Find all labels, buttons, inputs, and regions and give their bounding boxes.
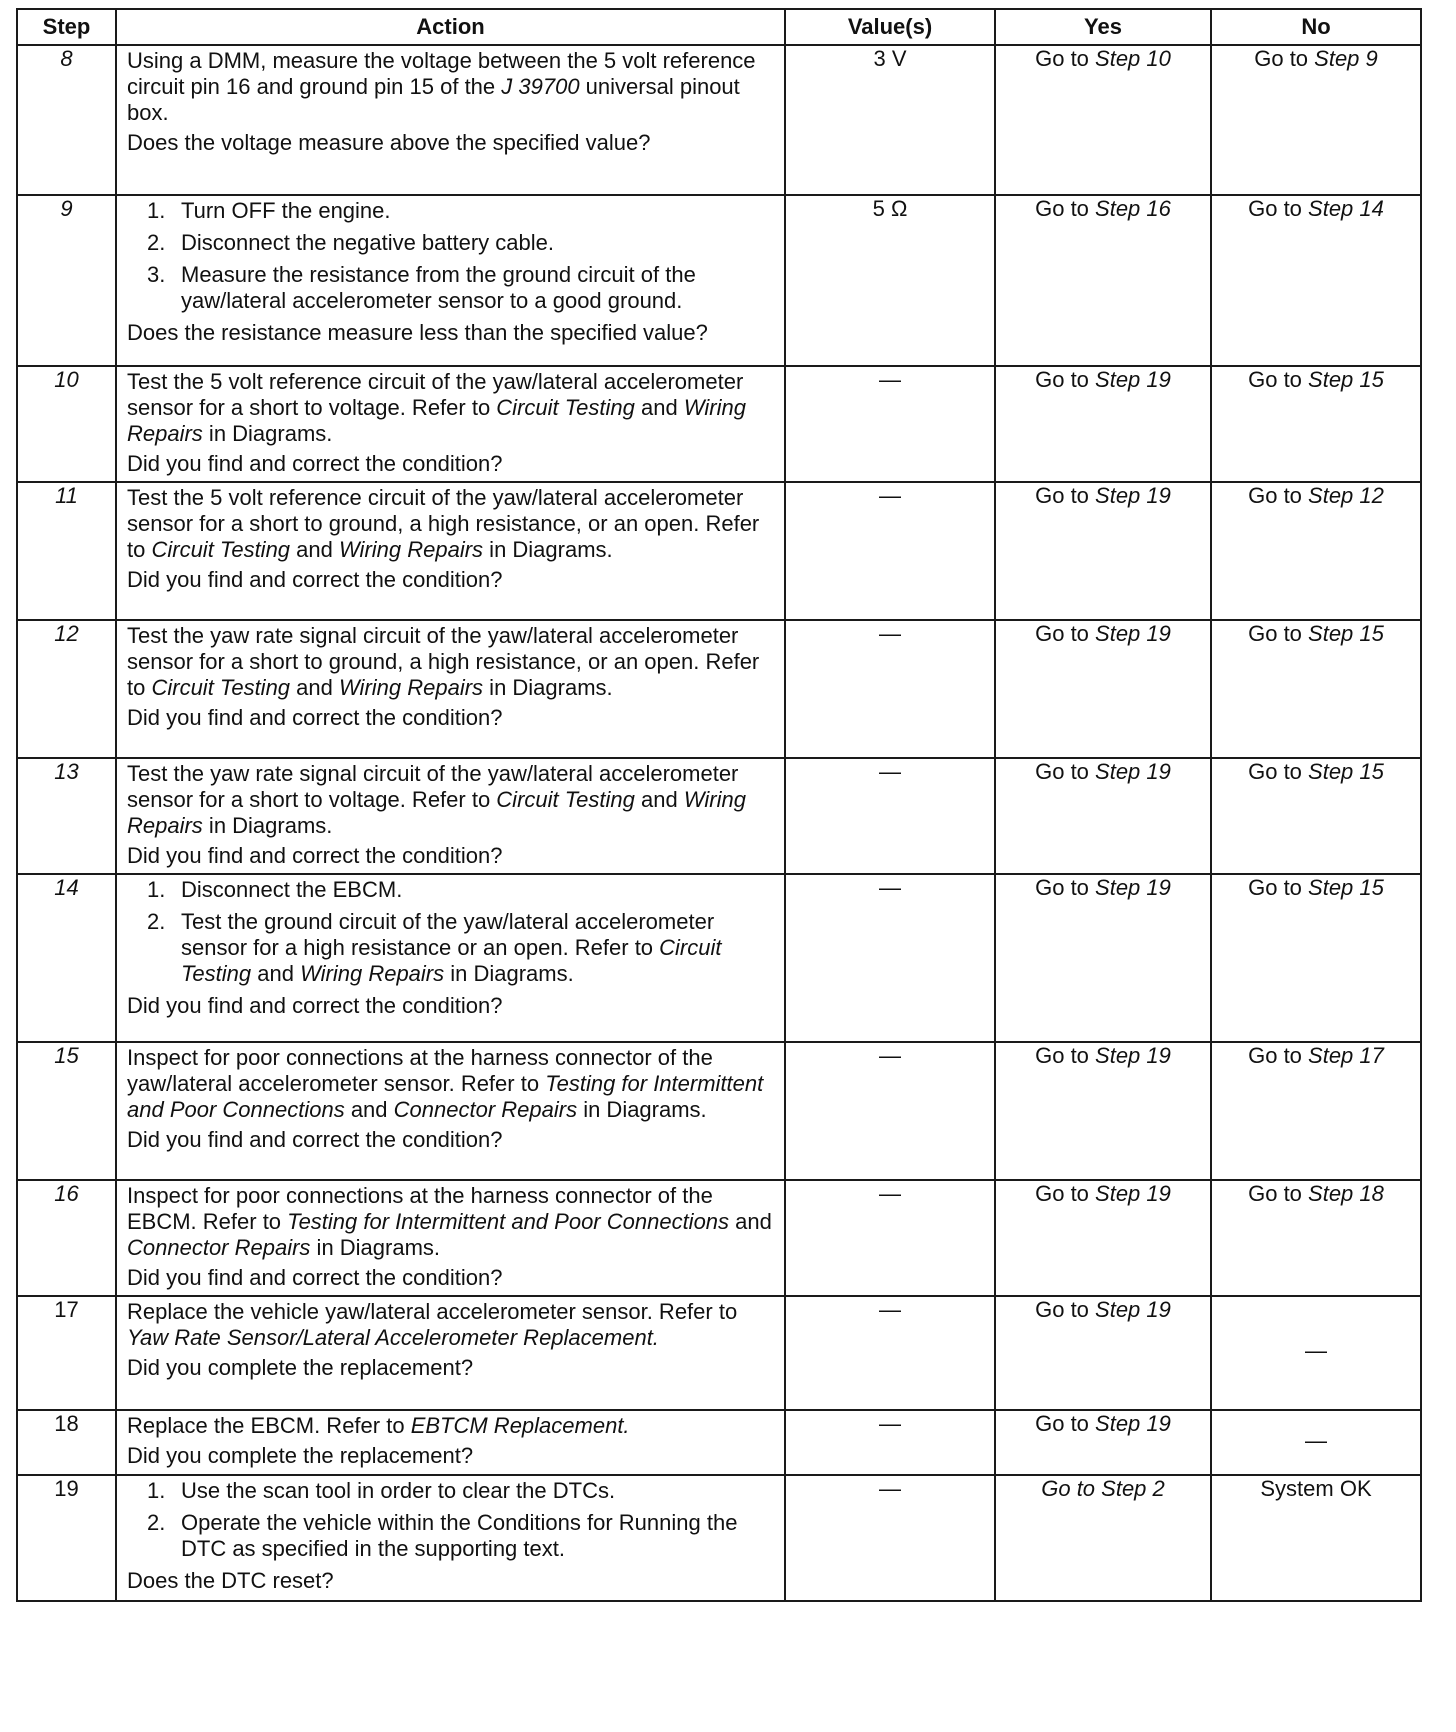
step-index: 1. — [147, 1478, 166, 1503]
no-goto: Go to Step 15 — [1248, 875, 1384, 900]
action-text: Using a DMM, measure the voltage between the 5 volt reference circuit pin 16 and ground pin 15 of the J 39700 universal pinout box. — [127, 48, 756, 125]
goto-step: Step 15 — [1308, 367, 1384, 392]
header-yes: Yes — [995, 9, 1211, 45]
goto-step: Step 18 — [1308, 1181, 1384, 1206]
step-number: 17 — [17, 1296, 116, 1410]
action-step: 1. Use the scan tool in order to clear the DTCs. — [147, 1478, 616, 1503]
value-cell: 5 Ω — [785, 195, 995, 366]
action-content — [117, 483, 784, 597]
value-cell: — — [785, 1410, 995, 1475]
value-cell: — — [785, 1042, 995, 1180]
table-row — [17, 482, 1421, 620]
action-content — [117, 367, 784, 481]
action-question: Does the voltage measure above the specified value? — [127, 130, 651, 155]
action-cell — [116, 1296, 785, 1410]
step-number: 10 — [17, 366, 116, 482]
yes-cell — [995, 1042, 1211, 1180]
goto-step: Step 16 — [1095, 196, 1171, 221]
action-cell — [116, 1042, 785, 1180]
step-number: 12 — [17, 620, 116, 758]
action-step: 3. Measure the resistance from the ground circuit of the yaw/lateral accelerometer sensor to a good ground. — [147, 262, 696, 313]
step-number: 16 — [17, 1180, 116, 1296]
italic-ref: Testing for Intermittent and Poor Connections — [127, 1071, 764, 1122]
italic-ref: Circuit Testing — [496, 787, 635, 812]
yes-goto: Go to Step 19 — [1035, 1411, 1171, 1436]
action-content — [117, 46, 784, 160]
goto-step: Step 19 — [1095, 1043, 1171, 1068]
goto-step: Step 19 — [1095, 621, 1171, 646]
diagnostic-page — [16, 8, 1420, 1602]
action-text: Test the yaw rate signal circuit of the yaw/lateral accelerometer sensor for a short to ground, a high resistance, or an open. Refer to Circuit Testing and Wiring Repairs in Diagrams. — [127, 623, 760, 700]
italic-ref: Wiring Repairs — [338, 675, 484, 700]
action-content — [117, 621, 784, 735]
action-step: 1. Disconnect the EBCM. — [147, 877, 403, 902]
no-cell — [1211, 1180, 1421, 1296]
header-action: Action — [116, 9, 785, 45]
no-cell — [1211, 366, 1421, 482]
goto-step: Step 10 — [1095, 46, 1171, 71]
yes-goto: Go to Step 19 — [1035, 621, 1171, 646]
action-question: Did you complete the replacement? — [127, 1443, 474, 1468]
goto-step: Step 19 — [1095, 1411, 1171, 1436]
step-index: 2. — [147, 909, 166, 934]
yes-goto: Go to Step 19 — [1035, 1043, 1171, 1068]
no-goto: — — [1305, 1427, 1327, 1453]
italic-ref: Circuit Testing — [181, 935, 722, 986]
step-number: 9 — [17, 195, 116, 366]
yes-cell — [995, 1180, 1211, 1296]
italic-ref: Circuit Testing — [151, 537, 291, 562]
value-cell: — — [785, 1180, 995, 1296]
no-goto: Go to Step 15 — [1248, 759, 1384, 784]
action-question: Did you find and correct the condition? — [127, 1265, 503, 1290]
table-row — [17, 195, 1421, 366]
action-question: Did you find and correct the condition? — [127, 1127, 503, 1152]
yes-goto: Go to Step 19 — [1035, 875, 1171, 900]
table-row — [17, 1475, 1421, 1601]
value-cell: — — [785, 366, 995, 482]
yes-goto: Go to Step 16 — [1035, 196, 1171, 221]
value-cell: 3 V — [785, 45, 995, 195]
step-number: 11 — [17, 482, 116, 620]
step-number: 18 — [17, 1410, 116, 1475]
table-row — [17, 1180, 1421, 1296]
yes-cell — [995, 1475, 1211, 1601]
no-cell — [1211, 1475, 1421, 1601]
italic-ref: Circuit Testing — [151, 675, 291, 700]
diagnostic-table — [16, 8, 1422, 1602]
goto-step: Step 15 — [1308, 621, 1384, 646]
yes-cell — [995, 195, 1211, 366]
action-question: Does the resistance measure less than the specified value? — [127, 320, 708, 345]
table-row — [17, 1042, 1421, 1180]
step-number: 13 — [17, 758, 116, 874]
value-cell: — — [785, 1475, 995, 1601]
goto-step: Step 15 — [1308, 759, 1384, 784]
yes-cell — [995, 620, 1211, 758]
action-content — [117, 1043, 784, 1157]
action-text: Replace the EBCM. Refer to EBTCM Replacement. — [127, 1413, 630, 1438]
no-goto: System OK — [1260, 1476, 1372, 1501]
italic-ref: Connector Repairs — [127, 1235, 311, 1260]
action-step: 2. Test the ground circuit of the yaw/lateral accelerometer sensor for a high resistance or an open. Refer to Circuit Testing and Wiring Repairs in Diagrams. — [147, 909, 722, 986]
action-content — [117, 1181, 784, 1295]
action-cell — [116, 1475, 785, 1601]
table-row — [17, 366, 1421, 482]
action-step: 2. Operate the vehicle within the Conditions for Running the DTC as specified in the supporting text. — [147, 1510, 738, 1561]
goto-step: Step 15 — [1308, 875, 1384, 900]
action-content — [117, 1411, 784, 1473]
header-row — [17, 9, 1421, 45]
no-goto: Go to Step 15 — [1248, 621, 1384, 646]
step-number: 8 — [17, 45, 116, 195]
action-cell — [116, 1410, 785, 1475]
goto-step: Step 19 — [1095, 759, 1171, 784]
table-body — [17, 45, 1421, 1601]
italic-ref: Circuit Testing — [496, 395, 635, 420]
header-step: Step — [17, 9, 116, 45]
step-number: 14 — [17, 874, 116, 1042]
no-goto: Go to Step 14 — [1248, 196, 1384, 221]
yes-goto: Go to Step 19 — [1035, 759, 1171, 784]
action-question: Does the DTC reset? — [127, 1568, 334, 1593]
goto-step: Step 19 — [1095, 367, 1171, 392]
action-content — [117, 1297, 784, 1385]
no-cell — [1211, 482, 1421, 620]
italic-ref: Wiring Repairs — [338, 537, 484, 562]
action-step: 1. Turn OFF the engine. — [147, 198, 391, 223]
step-index: 1. — [147, 877, 166, 902]
goto-step: Step 9 — [1314, 46, 1378, 71]
no-cell — [1211, 1410, 1421, 1475]
no-cell — [1211, 1042, 1421, 1180]
italic-ref: Wiring Repairs — [127, 787, 746, 838]
action-cell — [116, 366, 785, 482]
no-cell — [1211, 620, 1421, 758]
italic-ref: Testing for Intermittent and Poor Connections — [287, 1209, 730, 1234]
action-question: Did you find and correct the condition? — [127, 993, 503, 1018]
no-cell — [1211, 45, 1421, 195]
step-number: 15 — [17, 1042, 116, 1180]
value-cell: — — [785, 620, 995, 758]
action-steps — [127, 877, 774, 987]
yes-goto — [1041, 1476, 1165, 1506]
action-text: Inspect for poor connections at the harness connector of the EBCM. Refer to Testing for Intermittent and Poor Connections and Connector Repairs in Diagrams. — [127, 1183, 772, 1260]
goto-step: Step 19 — [1095, 1297, 1171, 1322]
step-index: 3. — [147, 262, 166, 287]
step-index: 1. — [147, 198, 166, 223]
action-cell — [116, 758, 785, 874]
yes-cell — [995, 1296, 1211, 1410]
step-index: 2. — [147, 1510, 166, 1535]
goto-step: Step 19 — [1095, 1181, 1171, 1206]
action-content — [117, 875, 784, 1023]
yes-goto: Go to Step 19 — [1035, 367, 1171, 392]
action-steps — [127, 1478, 774, 1562]
no-cell — [1211, 874, 1421, 1042]
yes-goto: Go to Step 10 — [1035, 46, 1171, 71]
action-steps — [127, 198, 774, 314]
action-question: Did you find and correct the condition? — [127, 705, 503, 730]
value-cell: — — [785, 482, 995, 620]
action-content — [117, 1476, 784, 1598]
goto-step: Step 2 — [1101, 1476, 1165, 1501]
value-cell: — — [785, 758, 995, 874]
action-text: Replace the vehicle yaw/lateral accelerometer sensor. Refer to Yaw Rate Sensor/Lateral Accelerometer Replacement. — [127, 1299, 738, 1350]
table-row — [17, 1410, 1421, 1475]
action-text: Test the yaw rate signal circuit of the yaw/lateral accelerometer sensor for a short to voltage. Refer to Circuit Testing and Wiring Repairs in Diagrams. — [127, 761, 746, 838]
no-cell — [1211, 1296, 1421, 1410]
yes-cell — [995, 758, 1211, 874]
table-row — [17, 758, 1421, 874]
action-cell — [116, 482, 785, 620]
yes-cell — [995, 1410, 1211, 1475]
italic-ref: J 39700 — [501, 74, 580, 99]
yes-cell — [995, 482, 1211, 620]
action-cell — [116, 620, 785, 758]
no-goto: Go to Step 9 — [1254, 46, 1378, 71]
yes-cell — [995, 366, 1211, 482]
yes-goto: Go to Step 19 — [1035, 1297, 1171, 1322]
no-goto: Go to Step 18 — [1248, 1181, 1384, 1206]
no-goto: Go to Step 12 — [1248, 483, 1384, 508]
goto-step: Step 17 — [1308, 1043, 1384, 1068]
goto-step: Step 19 — [1095, 483, 1171, 508]
yes-goto: Go to Step 19 — [1035, 1181, 1171, 1206]
action-content — [117, 196, 784, 350]
step-index: 2. — [147, 230, 166, 255]
no-goto: Go to Step 15 — [1248, 367, 1384, 392]
table-row — [17, 874, 1421, 1042]
yes-cell — [995, 45, 1211, 195]
action-cell — [116, 1180, 785, 1296]
no-cell — [1211, 758, 1421, 874]
no-goto: — — [1305, 1338, 1327, 1363]
table-row — [17, 45, 1421, 195]
yes-cell — [995, 874, 1211, 1042]
goto-step: Step 14 — [1308, 196, 1384, 221]
action-content — [117, 759, 784, 873]
action-cell — [116, 45, 785, 195]
table-row — [17, 1296, 1421, 1410]
action-step: 2. Disconnect the negative battery cable. — [147, 230, 555, 255]
no-goto: Go to Step 17 — [1248, 1043, 1384, 1068]
action-question: Did you complete the replacement? — [127, 1355, 474, 1380]
action-text: Inspect for poor connections at the harness connector of the yaw/lateral accelerometer sensor. Refer to Testing for Intermittent and Poor Connections and Connector Repairs in Diagrams. — [127, 1045, 764, 1122]
action-cell — [116, 195, 785, 366]
goto-step: Step 12 — [1308, 483, 1384, 508]
value-cell: — — [785, 1296, 995, 1410]
italic-ref: Yaw Rate Sensor/Lateral Accelerometer Replacement. — [127, 1325, 659, 1350]
goto-prefix: Go to — [1041, 1476, 1102, 1501]
table-row — [17, 620, 1421, 758]
action-question: Did you find and correct the condition? — [127, 843, 503, 868]
action-cell — [116, 874, 785, 1042]
value-cell: — — [785, 874, 995, 1042]
step-number: 19 — [17, 1475, 116, 1601]
italic-ref: Wiring Repairs — [127, 395, 746, 446]
action-text: Test the 5 volt reference circuit of the yaw/lateral accelerometer sensor for a short to ground, a high resistance, or an open. Refer to Circuit Testing and Wiring Repairs in Diagrams. — [127, 485, 760, 562]
header-no: No — [1211, 9, 1421, 45]
header-values: Value(s) — [785, 9, 995, 45]
italic-ref: Connector Repairs — [393, 1097, 578, 1122]
action-question: Did you find and correct the condition? — [127, 567, 503, 592]
italic-ref: Wiring Repairs — [300, 961, 445, 986]
italic-ref: EBTCM Replacement. — [410, 1413, 630, 1438]
no-cell — [1211, 195, 1421, 366]
goto-step: Step 19 — [1095, 875, 1171, 900]
yes-goto: Go to Step 19 — [1035, 483, 1171, 508]
action-question: Did you find and correct the condition? — [127, 451, 503, 476]
action-text: Test the 5 volt reference circuit of the yaw/lateral accelerometer sensor for a short to voltage. Refer to Circuit Testing and Wiring Repairs in Diagrams. — [127, 369, 746, 446]
